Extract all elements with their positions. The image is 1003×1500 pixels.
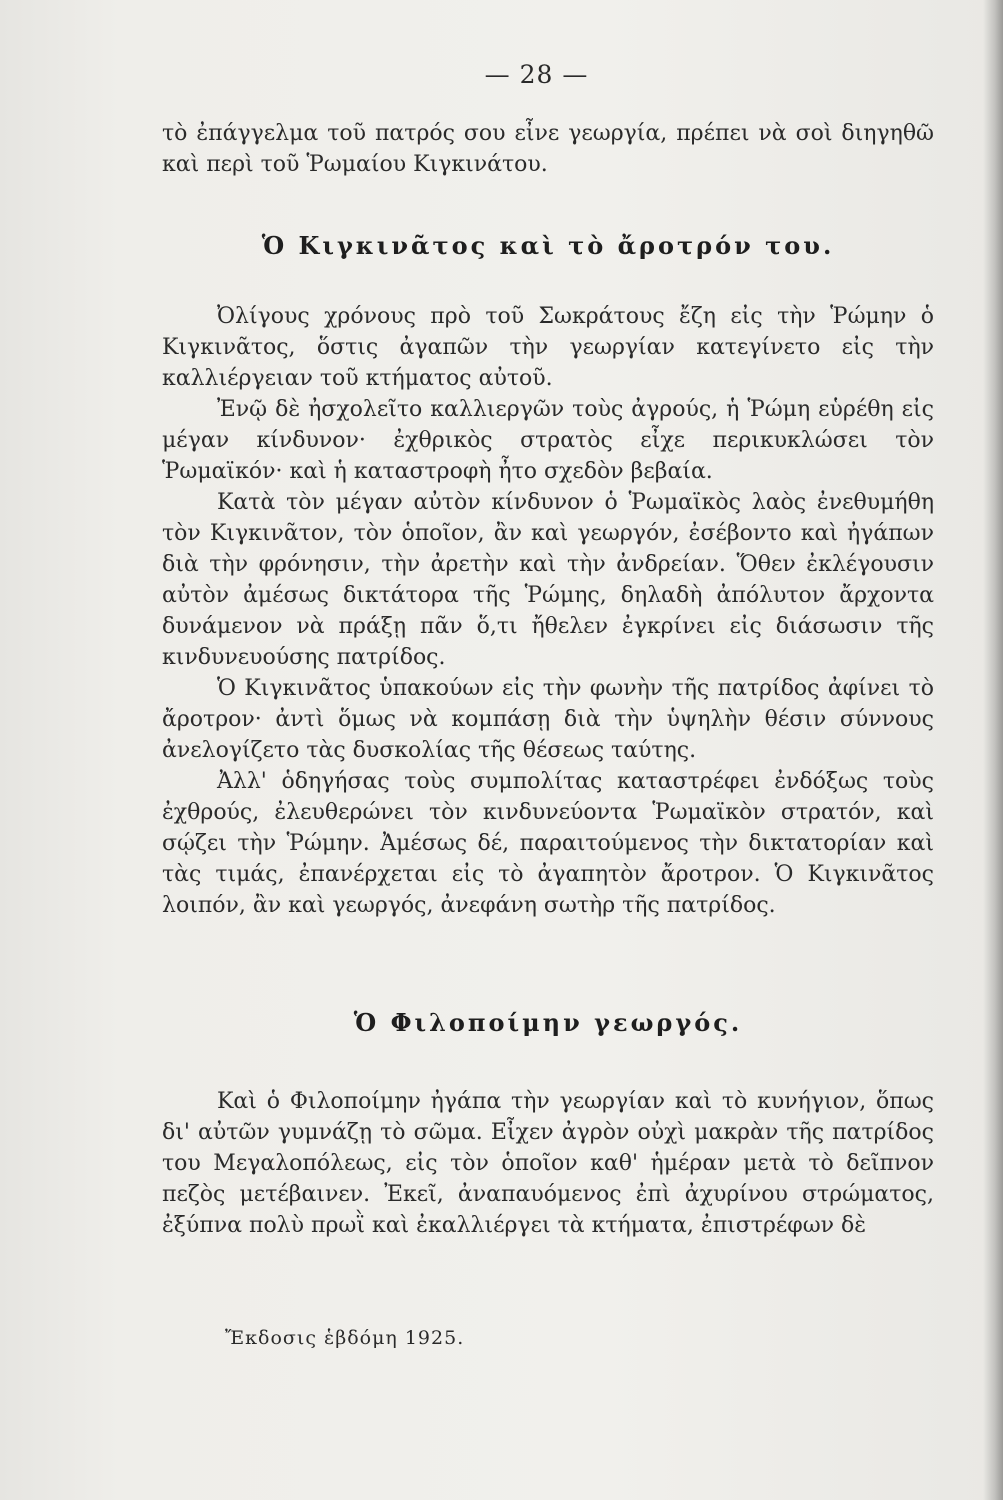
paragraph: Καὶ ὁ Φιλοποίμην ἠγάπα τὴν γεωργίαν καὶ τὸ κυνήγιον, ὅπως δι' αὐτῶν γυμνάζῃ τὸ σῶμα. Εἶχεν ἀγρὸν οὐχὶ μακρὰν τῆς πατρίδος του Μεγαλοπόλεως, εἰς τὸν ὁποῖον καθ' ἡμέραν μετὰ τὸ δεῖπνον πεζὸς μετέβαινεν. Ἐκεῖ, ἀναπαυόμενος ἐπὶ ἀχυρίνου στρώματος, ἐξύπνα πολὺ πρωῒ καὶ ἐκαλλιέργει τὰ κτήματα, ἐπιστρέφων δὲ xyxy=(162,1089,934,1238)
page-number: — 28 — xyxy=(484,60,589,89)
paragraph: Κατὰ τὸν μέγαν αὐτὸν κίνδυνον ὁ Ῥωμαϊκὸς λαὸς ἐνεθυμήθη τὸν Κιγκινᾶτον, τὸν ὁποῖον, ἂν καὶ γεωργόν, ἐσέβοντο καὶ ἠγάπων διὰ τὴν φρόνησιν, τὴν ἀρετὴν καὶ τὴν ἀνδρείαν. Ὅθεν ἐκλέγουσιν αὐτὸν ἀμέσως δικτάτορα τῆς Ῥώμης, δηλαδὴ ἀπόλυτον ἄρχοντα δυνάμενον νὰ πράξῃ πᾶν ὅ,τι ἤθελεν ἐγκρίνει εἰς διάσωσιν τῆς κινδυνευούσης πατρίδος. xyxy=(162,490,934,670)
page-spine-shadow xyxy=(983,0,1003,1500)
section-heading-cincinnatus: Ὁ Κιγκινᾶτος καὶ τὸ ἄροτρόν του. xyxy=(261,231,835,260)
paragraph: Ἀλλ' ὁδηγήσας τοὺς συμπολίτας καταστρέφει ἐνδόξως τοὺς ἐχθρούς, ἐλευθερώνει τὸν κινδυνεύοντα Ῥωμαϊκὸν στρατόν, καὶ σῴζει τὴν Ῥώμην. Ἀμέσως δέ, παραιτούμενος τὴν δικτατορίαν καὶ τὰς τιμάς, ἐπανέρχεται εἰς τὸ ἀγαπητὸν ἄροτρον. Ὁ Κιγκινᾶτος λοιπόν, ἂν καὶ γεωργός, ἀνεφάνη σωτὴρ τῆς πατρίδος. xyxy=(162,769,934,918)
paragraph: Ὁ Κιγκινᾶτος ὑπακούων εἰς τὴν φωνὴν τῆς πατρίδος ἀφίνει τὸ ἄροτρον· ἀντὶ ὅμως νὰ κομπάσῃ διὰ τὴν ὑψηλὴν θέσιν σύννους ἀνελογίζετο τὰς δυσκολίας τῆς θέσεως ταύτης. xyxy=(162,676,934,763)
section-heading-philopoemen: Ὁ Φιλοποίμην γεωργός. xyxy=(353,1008,743,1037)
edition-note: Ἔκδοσις ἑβδόμη 1925. xyxy=(225,1327,465,1349)
main-text xyxy=(162,118,934,1241)
intro-paragraph: τὸ ἐπάγγελμα τοῦ πατρός σου εἶνε γεωργία, πρέπει νὰ σοὶ διηγηθῶ καὶ περὶ τοῦ Ῥωμαίου Κιγκινάτου. xyxy=(162,121,934,177)
paragraph: Ὀλίγους χρόνους πρὸ τοῦ Σωκράτους ἔζη εἰς τὴν Ῥώμην ὁ Κιγκινᾶτος, ὅστις ἀγαπῶν τὴν γεωργίαν κατεγίνετο εἰς τὴν καλλιέργειαν τοῦ κτήματος αὐτοῦ. xyxy=(162,304,934,391)
paragraph: Ἐνῷ δὲ ἠσχολεῖτο καλλιεργῶν τοὺς ἀγρούς, ἡ Ῥώμη εὑρέθη εἰς μέγαν κίνδυνον· ἐχθρικὸς στρατὸς εἶχε περικυκλώσει τὸν Ῥωμαϊκόν· καὶ ἡ καταστροφὴ ἦτο σχεδὸν βεβαία. xyxy=(162,397,934,484)
